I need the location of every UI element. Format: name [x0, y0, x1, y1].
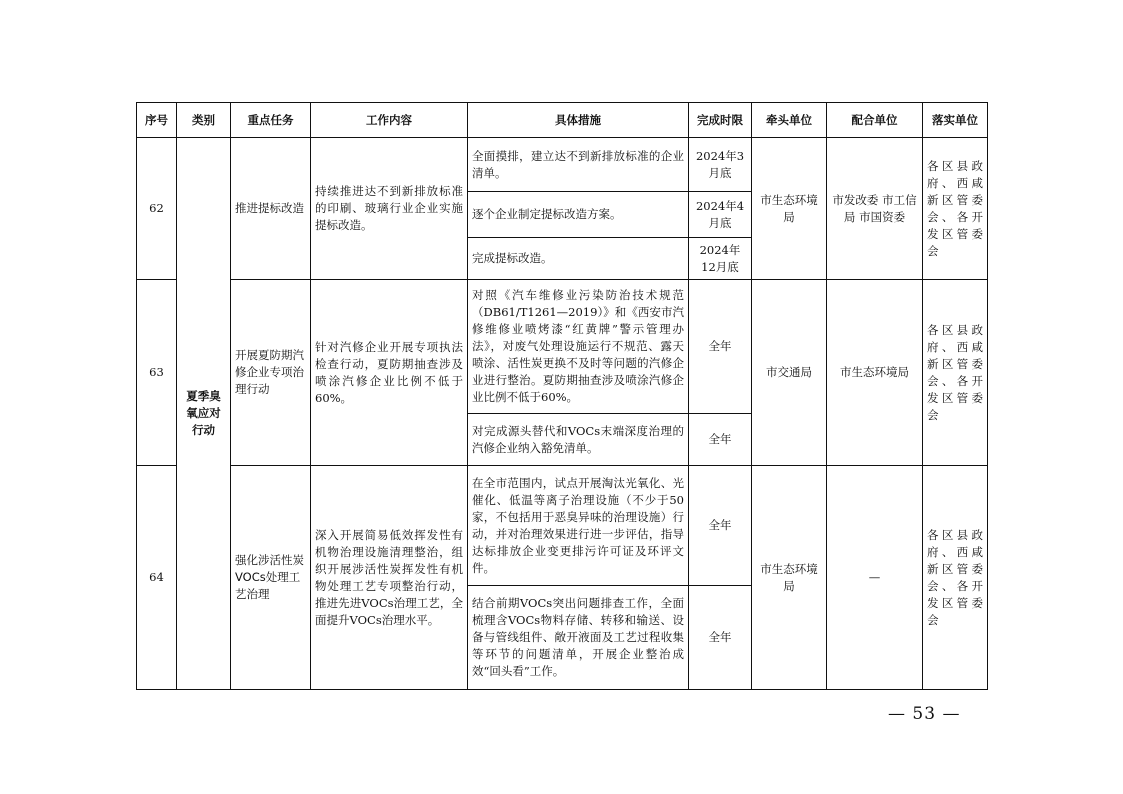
deadline-cell: 全年 [689, 466, 752, 586]
seq-cell: 63 [137, 280, 177, 466]
lead-cell: 市交通局 [752, 280, 827, 466]
impl-cell: 各区县政府、西咸新区管委会、各开发区管委会 [923, 280, 988, 466]
measure-cell: 完成提标改造。 [468, 238, 689, 280]
deadline-cell: 全年 [689, 586, 752, 690]
seq-cell: 64 [137, 466, 177, 690]
impl-cell: 各区县政府、西咸新区管委会、各开发区管委会 [923, 138, 988, 280]
header-content: 工作内容 [311, 103, 468, 138]
content-cell: 持续推进达不到新排放标准的印刷、玻璃行业企业实施提标改造。 [311, 138, 468, 280]
deadline-cell: 2024年3月底 [689, 138, 752, 192]
header-measures: 具体措施 [468, 103, 689, 138]
header-coop: 配合单位 [827, 103, 923, 138]
deadline-cell: 2024年12月底 [689, 238, 752, 280]
content-cell: 针对汽修企业开展专项执法检查行动，夏防期抽查涉及喷涂汽修企业比例不低于60%。 [311, 280, 468, 466]
category-cell: 夏季臭氧应对行动 [177, 138, 231, 690]
coop-cell: — [827, 466, 923, 690]
lead-cell: 市生态环境局 [752, 466, 827, 690]
task-cell: 推进提标改造 [231, 138, 311, 280]
measure-cell: 全面摸排，建立达不到新排放标准的企业清单。 [468, 138, 689, 192]
header-task: 重点任务 [231, 103, 311, 138]
header-category: 类别 [177, 103, 231, 138]
table-row [137, 138, 988, 192]
content-cell: 深入开展简易低效挥发性有机物治理设施清理整治，组织开展涉活性炭挥发性有机物处理工艺专项整治行动，推进先进VOCs治理工艺，全面提升VOCs治理水平。 [311, 466, 468, 690]
deadline-cell: 全年 [689, 280, 752, 414]
page-number: — 53 — [888, 704, 961, 724]
task-cell: 强化涉活性炭VOCs处理工艺治理 [231, 466, 311, 690]
lead-cell: 市生态环境局 [752, 138, 827, 280]
deadline-cell: 全年 [689, 414, 752, 466]
measure-cell: 逐个企业制定提标改造方案。 [468, 192, 689, 238]
measure-cell: 对照《汽车维修业污染防治技术规范（DB61/T1261—2019）》和《西安市汽修维修业喷烤漆“红黄牌”警示管理办法》，对废气处理设施运行不规范、露天喷涂、活性炭更换不及时等问题的汽修企业进行整治。夏防期抽查涉及喷涂汽修企业比例不低于60%。 [468, 280, 689, 414]
measure-cell: 对完成源头替代和VOCs末端深度治理的汽修企业纳入豁免清单。 [468, 414, 689, 466]
header-deadline: 完成时限 [689, 103, 752, 138]
impl-cell: 各区县政府、西咸新区管委会、各开发区管委会 [923, 466, 988, 690]
seq-cell: 62 [137, 138, 177, 280]
task-cell: 开展夏防期汽修企业专项治理行动 [231, 280, 311, 466]
header-lead: 牵头单位 [752, 103, 827, 138]
header-seq: 序号 [137, 103, 177, 138]
task-table [136, 102, 988, 690]
table-row [137, 280, 988, 414]
measure-cell: 在全市范围内，试点开展淘汰光氧化、光催化、低温等离子治理设施（不少于50家，不包括用于恶臭异味的治理设施）行动，并对治理效果进行进一步评估，指导达标排放企业变更排污许可证及环评文件。 [468, 466, 689, 586]
coop-cell: 市发改委 市工信局 市国资委 [827, 138, 923, 280]
header-impl: 落实单位 [923, 103, 988, 138]
table-row [137, 466, 988, 586]
measure-cell: 结合前期VOCs突出问题排查工作，全面梳理含VOCs物料存储、转移和输送、设备与管线组件、敞开液面及工艺过程收集等环节的问题清单，开展企业整治成效“回头看”工作。 [468, 586, 689, 690]
deadline-cell: 2024年4月底 [689, 192, 752, 238]
coop-cell: 市生态环境局 [827, 280, 923, 466]
table-header-row [137, 103, 988, 138]
